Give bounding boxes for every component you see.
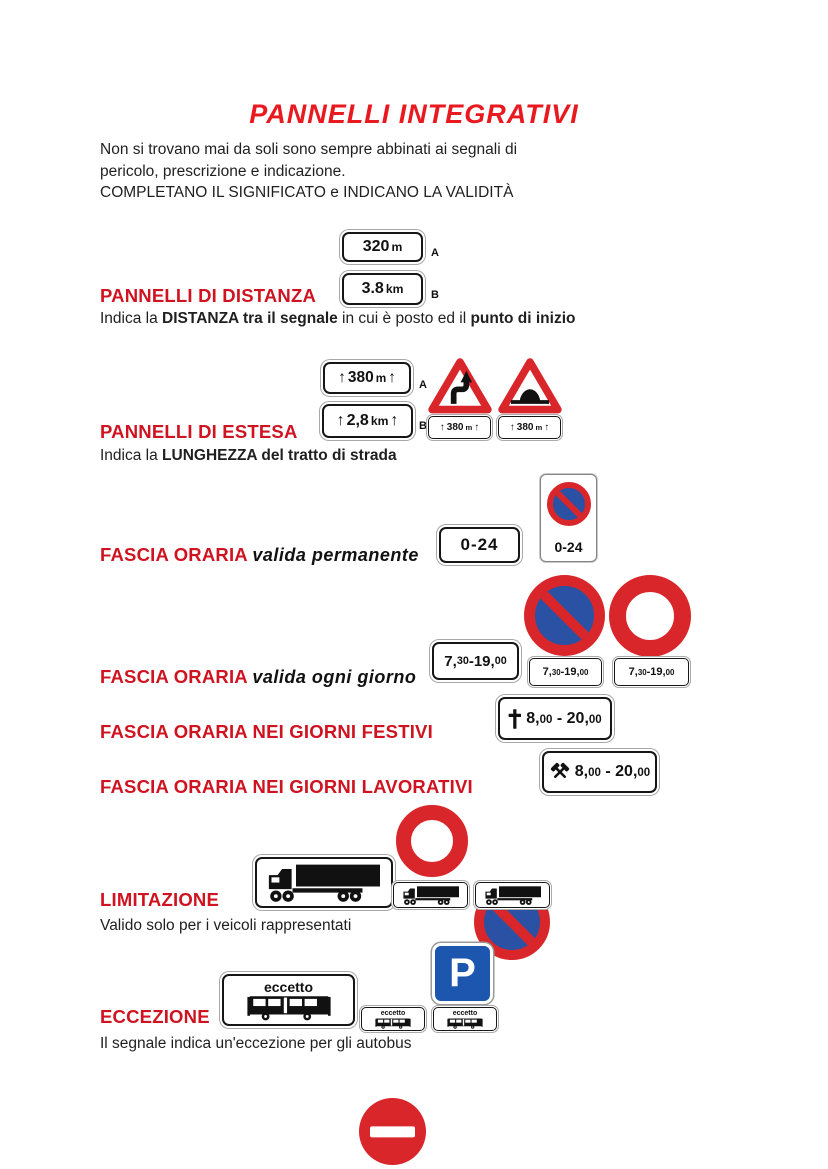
time-panel-730-1900: 7, 30 - 19, 00 [432, 642, 519, 680]
heading-red: FASCIA ORARIA [100, 666, 248, 687]
extent-mini-panel [428, 416, 491, 439]
parking-sign: P [432, 943, 493, 1004]
label-a: A [431, 247, 439, 259]
no-parking-icon [547, 482, 591, 526]
heading-script: valida ogni giorno [252, 667, 417, 687]
desc-eccezione: Il segnale indica un'eccezione per gli autobus [100, 1035, 412, 1052]
heading-script: valida permanente [252, 545, 419, 565]
up-arrow-icon: ↑ [336, 412, 345, 429]
section-heading-lavorativi: FASCIA ORARIA NEI GIORNI LAVORATIVI [100, 776, 473, 797]
no-transit-sign [609, 575, 691, 657]
intro-line-1: Non si trovano mai da soli sono sempre abbinati ai segnali di [100, 141, 518, 158]
section-heading-festivi: FASCIA ORARIA NEI GIORNI FESTIVI [100, 721, 433, 742]
warning-sign-bump [498, 357, 562, 414]
mini-value: 380 [446, 422, 464, 433]
vehicle-panel-truck-small [393, 882, 468, 908]
exception-panel-bus-small [433, 1007, 497, 1031]
extent-a-unit: m [375, 371, 387, 385]
page-title: PANNELLI INTEGRATIVI [249, 99, 579, 129]
up-arrow-icon: ↑ [439, 422, 445, 433]
bus-icon [239, 995, 339, 1021]
up-arrow-icon: ↑ [544, 422, 550, 433]
extent-panel-b [322, 404, 413, 438]
cross-icon [508, 708, 521, 730]
time-panel-lavorativi [542, 751, 657, 793]
sign-time-text: 0-24 [554, 539, 583, 555]
distance-a-unit: m [391, 240, 403, 254]
label-a: A [419, 379, 427, 391]
desc-estesa: Indica la LUNGHEZZA del tratto di strada [100, 447, 397, 464]
label-b: B [419, 420, 427, 432]
up-arrow-icon: ↑ [388, 369, 396, 386]
intro-line-3: COMPLETANO IL SIGNIFICATO e INDICANO LA VALIDITÀ [100, 184, 514, 201]
vehicle-panel-truck [255, 857, 393, 908]
section-heading-eccezione: ECCEZIONE [100, 1006, 210, 1027]
bus-icon [371, 1018, 415, 1029]
mini-value: 380 [516, 422, 534, 433]
truck-icon [266, 862, 382, 904]
up-arrow-icon: ↑ [338, 369, 346, 386]
section-heading-permanente [100, 544, 419, 566]
no-parking-sign [524, 575, 605, 656]
desc-distanza: Indica la DISTANZA tra il segnale in cui è posto ed il punto di inizio [100, 310, 576, 327]
intro-line-2: pericolo, prescrizione e indicazione. [100, 162, 346, 180]
double-curve-icon [428, 357, 492, 414]
section-heading-ogni-giorno [100, 666, 416, 688]
up-arrow-icon: ↑ [509, 422, 515, 433]
bus-icon [443, 1018, 487, 1029]
no-entry-sign [359, 1098, 426, 1165]
hammers-icon [549, 761, 571, 783]
label-b: B [431, 289, 439, 301]
exception-panel-bus-small [361, 1007, 425, 1031]
no-parking-0-24-sign [540, 474, 597, 562]
distance-panel-a [342, 232, 423, 262]
section-heading-estesa: PANNELLI DI ESTESA [100, 421, 298, 442]
time-panel-festivi [498, 697, 612, 740]
eccetto-label: eccetto [452, 1009, 478, 1017]
bump-icon [498, 357, 562, 414]
lavorativi-time: 8,00 - 20,00 [574, 763, 651, 780]
desc-limitazione: Valido solo per i veicoli rappresentati [100, 917, 352, 934]
vehicle-panel-truck-small [475, 882, 550, 908]
exception-panel-bus [222, 974, 355, 1026]
mini-unit: m [535, 423, 543, 432]
eccetto-label: eccetto [263, 978, 314, 995]
up-arrow-icon: ↑ [474, 422, 480, 433]
section-heading-distanza: PANNELLI DI DISTANZA [100, 285, 317, 306]
distance-b-value: 3.8 [361, 280, 384, 297]
extent-mini-panel [498, 416, 561, 439]
eccetto-label: eccetto [380, 1009, 406, 1017]
extent-b-unit: km [370, 414, 389, 428]
no-transit-sign [396, 805, 468, 877]
heading-red: FASCIA ORARIA [100, 544, 248, 565]
mini-unit: m [465, 423, 473, 432]
distance-b-unit: km [385, 282, 404, 296]
extent-a-value: 380 [347, 369, 374, 386]
time-panel-730-1900-small: 7, 30 - 19, 00 [614, 658, 689, 686]
extent-b-value: 2,8 [346, 412, 369, 429]
up-arrow-icon: ↑ [390, 412, 399, 429]
section-heading-limitazione: LIMITAZIONE [100, 889, 220, 910]
distance-panel-b [342, 273, 423, 305]
distance-a-value: 320 [362, 238, 390, 255]
warning-sign-double-curve [428, 357, 492, 414]
time-panel-0-24: 0-24 [439, 527, 520, 563]
truck-icon [483, 885, 543, 906]
extent-panel-a [323, 362, 411, 394]
time-panel-730-1900-small: 7, 30 - 19, 00 [529, 658, 602, 686]
festivi-time: 8,00 - 20,00 [526, 709, 602, 727]
intro-paragraph [100, 139, 517, 204]
truck-icon [401, 885, 461, 906]
